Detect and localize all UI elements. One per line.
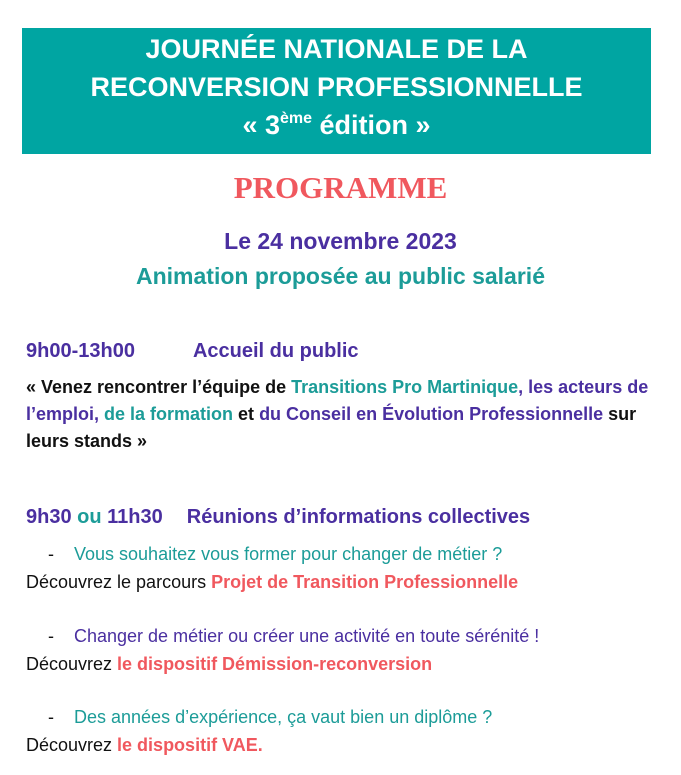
- dash-bullet: -: [48, 707, 54, 727]
- session2-header: [26, 506, 530, 529]
- session2-time-b: 11h30: [107, 506, 163, 528]
- quote-formation: de la formation: [104, 404, 234, 424]
- programme-title: PROGRAMME: [233, 170, 448, 205]
- item-question: Changer de métier ou créer une activité en toute sérénité !: [74, 626, 540, 646]
- list-item: [48, 544, 502, 565]
- quote-part: « Venez rencontrer l’équipe de: [26, 377, 292, 397]
- session2-title: Réunions d’informations collectives: [186, 506, 531, 528]
- item-discover: [26, 572, 518, 593]
- item-question: Des années d’expérience, ça vaut bien un diplôme ?: [74, 707, 493, 727]
- quote-transitions-pro: Transitions Pro Martinique: [291, 377, 519, 397]
- quote-part: ,: [94, 404, 105, 424]
- session2-connector: ou: [77, 506, 102, 528]
- item-question: Vous souhaitez vous former pour changer de métier ?: [74, 544, 503, 564]
- discover-text: Découvrez: [26, 735, 118, 755]
- item-discover: [26, 735, 263, 756]
- event-date: Le 24 novembre 2023: [224, 228, 457, 254]
- discover-text: Découvrez: [26, 654, 118, 674]
- quote-part: et: [233, 404, 260, 424]
- dash-bullet: -: [48, 544, 54, 564]
- discover-highlight: le dispositif VAE.: [117, 735, 263, 755]
- banner-line-2: RECONVERSION PROFESSIONNELLE: [90, 72, 583, 102]
- edition-open: « 3: [242, 110, 280, 140]
- session2-time-a: 9h30: [26, 506, 72, 528]
- header-banner: [22, 28, 651, 154]
- session1-quote: [26, 374, 666, 455]
- banner-edition: [22, 106, 651, 144]
- session1-header: [26, 340, 359, 363]
- animation-subtitle: Animation proposée au public salarié: [136, 263, 545, 289]
- quote-acteurs-emploi: les acteurs de l’emploi: [26, 377, 649, 424]
- discover-highlight: Projet de Transition Professionnelle: [211, 572, 519, 592]
- dash-bullet: -: [48, 626, 54, 646]
- discover-text: Découvrez le parcours: [26, 572, 212, 592]
- list-item: [48, 707, 492, 728]
- quote-part: sur leurs stands »: [26, 404, 637, 451]
- discover-highlight: le dispositif Démission-reconversion: [117, 654, 433, 674]
- session1-time: 9h00-13h00: [26, 340, 135, 362]
- quote-cep: du Conseil en Évolution Professionnelle: [259, 404, 604, 424]
- item-discover: [26, 654, 432, 675]
- edition-sup: ème: [280, 110, 313, 127]
- banner-line-1: JOURNÉE NATIONALE DE LA: [145, 34, 528, 64]
- list-item: [48, 626, 539, 647]
- edition-close: édition »: [312, 110, 431, 140]
- session1-title: Accueil du public: [192, 340, 359, 362]
- quote-part: ,: [518, 377, 529, 397]
